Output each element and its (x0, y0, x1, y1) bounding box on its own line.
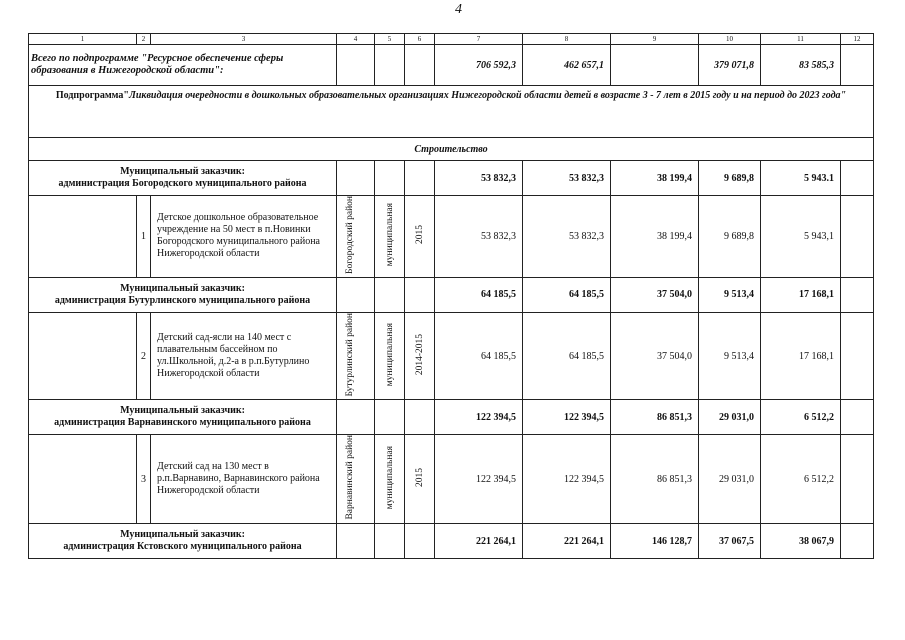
subprogram-title: Подпрограмма"Ликвидация очередности в дошкольных образовательных организациях Нижегородской области детей в возрасте 3 - 7 лет в 2015 году и на период до 2023 года" (29, 86, 874, 138)
project-c5 (375, 196, 405, 278)
amount-c11: 5 943.1 (761, 161, 841, 196)
empty-cell (337, 400, 375, 435)
empty-cell (841, 312, 874, 400)
amount-c7: 221 264,1 (435, 524, 523, 559)
amount-c9: 38 199,4 (611, 161, 699, 196)
amount-c10: 37 067,5 (699, 524, 761, 559)
project-c4 (337, 196, 375, 278)
amount-c10: 9 513,4 (699, 277, 761, 312)
total-label: Всего по подпрограмме "Ресурсное обеспечение сферы образования в Нижегородской области": (29, 45, 337, 86)
project-c6-text: 2014-2015 (414, 334, 425, 376)
total-c7: 706 592,3 (435, 45, 523, 86)
customer-label: Муниципальный заказчик: администрация Бутурлинского муниципального района (29, 277, 337, 312)
project-c6 (405, 196, 435, 278)
amount-c9: 37 504,0 (611, 277, 699, 312)
total-c11: 83 585,3 (761, 45, 841, 86)
col-header: 8 (523, 34, 611, 45)
customer-row (29, 161, 874, 196)
amount-c9: 146 128,7 (611, 524, 699, 559)
project-c6 (405, 435, 435, 524)
amount-c7: 122 394,5 (435, 400, 523, 435)
empty-cell (337, 161, 375, 196)
empty-cell (375, 161, 405, 196)
amount-c7: 64 185,5 (435, 277, 523, 312)
amount-c8: 64 185,5 (523, 277, 611, 312)
amount-c10: 29 031,0 (699, 435, 761, 524)
empty-cell (337, 277, 375, 312)
customer-label: Муниципальный заказчик: администрация Варнавинского муниципального района (29, 400, 337, 435)
total-c10: 379 071,8 (699, 45, 761, 86)
amount-c9: 38 199,4 (611, 196, 699, 278)
amount-c11: 17 168,1 (761, 277, 841, 312)
empty-cell (29, 435, 137, 524)
col-header: 5 (375, 34, 405, 45)
amount-c8: 122 394,5 (523, 400, 611, 435)
empty-cell (375, 277, 405, 312)
amount-c7: 53 832,3 (435, 161, 523, 196)
empty-cell (841, 161, 874, 196)
project-row (29, 435, 874, 524)
col-header: 2 (137, 34, 151, 45)
project-c6-text: 2015 (414, 225, 425, 245)
budget-table (28, 33, 874, 559)
amount-c7: 53 832,3 (435, 196, 523, 278)
empty-cell (405, 161, 435, 196)
amount-c10: 9 689,8 (699, 161, 761, 196)
project-c5-text: муниципальная (384, 446, 395, 510)
empty-cell (841, 277, 874, 312)
customer-label: Муниципальный заказчик: администрация Богородского муниципального района (29, 161, 337, 196)
subprogram-row (29, 86, 874, 138)
amount-c11: 17 168,1 (761, 312, 841, 400)
project-c4-text: Варнавинский район (344, 435, 355, 521)
amount-c8: 53 832,3 (523, 161, 611, 196)
col-header: 12 (841, 34, 874, 45)
customer-label: Муниципальный заказчик: администрация Кстовского муниципального района (29, 524, 337, 559)
total-row (29, 45, 874, 86)
amount-c7: 64 185,5 (435, 312, 523, 400)
amount-c9: 86 851,3 (611, 435, 699, 524)
project-c5-text: муниципальная (384, 203, 395, 267)
empty-cell (375, 400, 405, 435)
project-name: Детский сад на 130 мест в р.п.Варнавино, Варнавинского района Нижегородской области (151, 435, 337, 524)
col-header: 4 (337, 34, 375, 45)
project-number: 3 (137, 435, 151, 524)
customer-row (29, 277, 874, 312)
amount-c7: 122 394,5 (435, 435, 523, 524)
page-number: 4 (455, 2, 462, 17)
col-header: 10 (699, 34, 761, 45)
col-header: 11 (761, 34, 841, 45)
empty-cell (29, 312, 137, 400)
amount-c8: 221 264,1 (523, 524, 611, 559)
project-c5-text: муниципальная (384, 323, 395, 387)
amount-c10: 29 031,0 (699, 400, 761, 435)
empty-cell (337, 524, 375, 559)
project-c5 (375, 312, 405, 400)
col-header: 1 (29, 34, 137, 45)
col-header: 9 (611, 34, 699, 45)
empty-cell (841, 524, 874, 559)
amount-c8: 64 185,5 (523, 312, 611, 400)
empty-cell (841, 400, 874, 435)
project-c5 (375, 435, 405, 524)
column-numbers-row (29, 34, 874, 45)
amount-c11: 6 512,2 (761, 400, 841, 435)
amount-c8: 53 832,3 (523, 196, 611, 278)
amount-c11: 5 943,1 (761, 196, 841, 278)
col-header: 7 (435, 34, 523, 45)
empty-cell (405, 524, 435, 559)
project-row (29, 196, 874, 278)
project-c6-text: 2015 (414, 468, 425, 488)
project-row (29, 312, 874, 400)
col-header: 3 (151, 34, 337, 45)
project-number: 2 (137, 312, 151, 400)
empty-cell (375, 524, 405, 559)
empty-cell (405, 277, 435, 312)
amount-c10: 9 689,8 (699, 196, 761, 278)
project-c4 (337, 312, 375, 400)
empty-cell (841, 196, 874, 278)
project-c4 (337, 435, 375, 524)
amount-c10: 9 513,4 (699, 312, 761, 400)
amount-c8: 122 394,5 (523, 435, 611, 524)
customer-row (29, 400, 874, 435)
total-c9 (611, 45, 699, 86)
subprogram-title-text: Ликвидация очередности в дошкольных образовательных организациях Нижегородской области детей в возрасте 3 - 7 лет в 2015 году и на период до 2023 года" (128, 90, 847, 101)
customer-row (29, 524, 874, 559)
section-title: Строительство (29, 138, 874, 161)
project-name: Детское дошкольное образовательное учреждение на 50 мест в п.Новинки Богородского муниципального района Нижегородской области (151, 196, 337, 278)
empty-cell (29, 196, 137, 278)
section-row (29, 138, 874, 161)
amount-c9: 37 504,0 (611, 312, 699, 400)
amount-c9: 86 851,3 (611, 400, 699, 435)
project-name: Детский сад-ясли на 140 мест с плавательным бассейном по ул.Школьной, д.2-а в р.п.Бутурлино Нижегородской области (151, 312, 337, 400)
total-c8: 462 657,1 (523, 45, 611, 86)
project-c6 (405, 312, 435, 400)
empty-cell (405, 400, 435, 435)
project-c4-text: Богородский район (344, 196, 355, 274)
project-number: 1 (137, 196, 151, 278)
project-c4-text: Бутурлинский район (344, 312, 355, 397)
empty-cell (841, 435, 874, 524)
col-header: 6 (405, 34, 435, 45)
amount-c11: 6 512,2 (761, 435, 841, 524)
amount-c11: 38 067,9 (761, 524, 841, 559)
